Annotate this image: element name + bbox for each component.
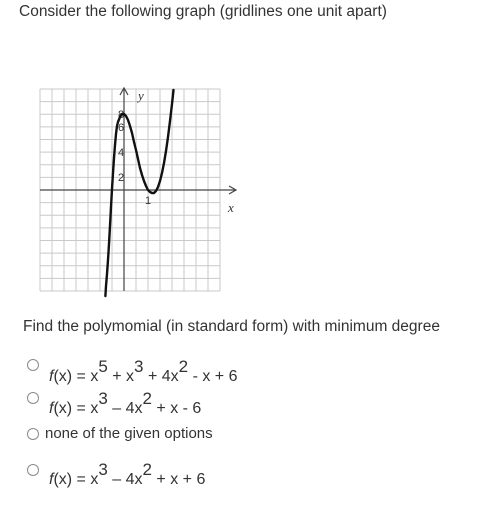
- option-4[interactable]: [27, 460, 206, 488]
- polynomial-graph: [38, 86, 238, 301]
- prompt-text: Consider the following graph (gridlines one unit apart): [19, 3, 387, 20]
- option-2-label: $f(x) = x^3 - 4x^2 + x - 6$: [49, 389, 202, 417]
- polynomial-curve: [105, 90, 173, 296]
- option-1[interactable]: [27, 357, 238, 385]
- option-4-radio[interactable]: [27, 464, 39, 476]
- y-tick-label-2: 2: [118, 172, 125, 184]
- y-tick-label-4: 4: [118, 147, 125, 159]
- y-axis-label: y: [138, 88, 144, 103]
- option-1-radio[interactable]: [27, 359, 39, 371]
- y-tick-label-8: 8: [118, 109, 125, 121]
- option-2-radio[interactable]: [27, 392, 39, 404]
- option-1-label: $f(x) = x^5 + x^3 + 4x^2 - x + 6$: [49, 357, 238, 385]
- x-tick-label-1: 1: [145, 195, 152, 207]
- y-tick-label-6: 6: [118, 122, 125, 134]
- option-3[interactable]: [27, 425, 213, 443]
- option-2[interactable]: [27, 389, 202, 417]
- option-4-label: $f(x) = x^3 - 4x^2 + x + 6$: [49, 460, 206, 488]
- option-3-radio[interactable]: [27, 428, 39, 440]
- axes: [40, 88, 236, 291]
- x-axis-label: x: [228, 200, 234, 215]
- question-text: Find the polymomial (in standard form) with minimum degree: [23, 318, 440, 335]
- option-3-label: none of the given options: [45, 425, 213, 442]
